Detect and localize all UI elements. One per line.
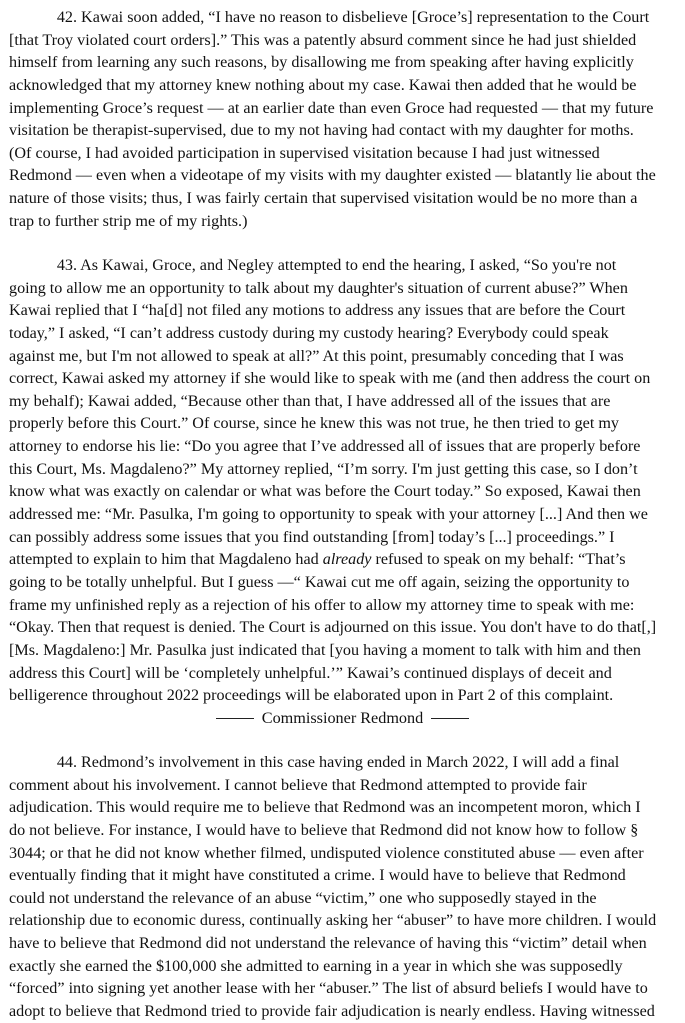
paragraph-44 [9,751,679,1023]
heading-rule-left [216,718,254,719]
text-line: 3044; or that he did not know whether filmed, undisputed violence constituted abuse — even after [9,843,644,862]
text-line: acknowledged that my attorney knew nothing about my case. Kawai then added that he would be [9,75,637,94]
text-line: addressed me: “Mr. Pasulka, I'm going to opportunity to speak with your attorney [...] And then we [9,505,648,524]
text-line: implementing Groce’s request — at an earlier date than even Groce had requested — that my future [9,98,654,117]
text-line: himself from learning any such reasons, by disallowing me from speaking after having explicitly [9,53,634,72]
text-line: 43. As Kawai, Groce, and Negley attempted to end the hearing, I asked, “So you're not [56,256,617,274]
text-line: can possibly address some issues that you find outstanding [from] today’s [...] proceedings.” I [9,527,615,546]
text-line: correct, Kawai asked my attorney if she would like to speak with me (and then address the court on [9,369,651,388]
text-line: against me, but I'm not allowed to speak at all?” At this point, presumably conceding that I was [9,346,624,365]
text-line: visitation be therapist-supervised, due to my not having had contact with my daughter for moths. [9,121,634,140]
text-line: adopt to believe that Redmond tried to provide fair adjudication is nearly endless. Having witnessed [9,1002,655,1021]
text-line: my behalf); Kawai added, “Because other than that, I have addressed all of the issues that are [9,391,611,410]
text-line: exactly she earned the $100,000 she admitted to earning in a year in which she was supposedly [9,956,623,975]
text-line [9,548,677,571]
text-segment: refused to speak on my behalf: “That’s [371,550,626,569]
text-line: relationship due to economic duress, continually asking her “abuser” to have more children. I would [9,911,657,930]
text-line: 42. Kawai soon added, “I have no reason to disbelieve [Groce’s] representation to the Court [56,8,650,26]
text-line: going to allow me an opportunity to talk about my daughter's situation of current abuse?” When [9,278,628,297]
paragraph-43 [9,254,679,707]
text-line: eventually finding that it might have constituted a crime. I would have to believe that Redmond [9,866,626,885]
text-line: trap to further strip me of my rights.) [9,211,248,230]
text-line: 44. Redmond’s involvement in this case having ended in March 2022, I will add a final [56,753,620,771]
text-line: could not understand the relevance of an abuse “victim,” one who supposedly stayed in the [9,888,597,907]
text-line: [that Troy violated court orders].” This was a patently absurd comment since he had just shielded [9,30,637,49]
text-line: nature of those visits; thus, I was fairly certain that supervised visitation would be no more than a [9,189,638,208]
text-line: have to believe that Redmond did not understand the relevance of having this “victim” detail when [9,934,647,953]
paragraph-42 [9,6,679,232]
text-line: Redmond — even when a videotape of my visits with my daughter existed — blatantly lie about the [9,166,656,185]
text-line: (Of course, I had avoided participation in supervised visitation because I had just witnessed [9,143,600,162]
section-heading-text: Commissioner Redmond [261,709,424,727]
text-line: know what was exactly on calendar or what was before the Court today.” So exposed, Kawai then [9,482,641,501]
text-line: address this Court] will be ‘completely unhelpful.’” Kawai’s continued displays of deceit and [9,663,612,682]
text-line: adjudication. This would require me to believe that Redmond was an incompetent moron, which I [9,798,641,817]
section-heading [0,706,685,730]
text-line: properly before this Court.” Of course, since he knew this was not true, he then tried to get my [9,414,619,433]
text-line: frame my unfinished reply as a rejection of his offer to allow my attorney time to speak with me: [9,595,635,614]
text-line: “forced” into signing yet another lease with her “abuser.” The list of absurd beliefs I would have to [9,979,648,998]
text-line: attorney to endorse his lie: “Do you agree that I’ve addressed all of issues that are properly before [9,437,641,456]
text-line: do not believe. For instance, I would have to believe that Redmond did not know how to follow § [9,820,639,839]
emphasized-word: already [322,550,372,569]
text-line: belligerence throughout 2022 proceedings will be elaborated upon in Part 2 of this complaint. [9,686,614,705]
text-line: this Court, Ms. Magdaleno?” My attorney replied, “I’m sorry. I'm just getting this case, so I don’t [9,459,638,478]
heading-rule-right [431,718,469,719]
text-line: going to be totally unhelpful. But I guess —“ Kawai cut me off again, seizing the opportunity to [9,572,630,591]
text-line: Kawai replied that I “ha[d] not filed any motions to address any issues that are before the Court [9,301,626,320]
text-segment: attempted to explain to him that Magdaleno had [9,550,323,569]
text-line: “Okay. Then that request is denied. The Court is adjourned on this issue. You don't have to do that[,] [9,618,657,637]
text-line: [Ms. Magdaleno:] Mr. Pasulka just indicated that [you having a moment to talk with him and then [9,640,642,659]
text-line: comment about his involvement. I cannot believe that Redmond attempted to provide fair [9,775,587,794]
text-line: today,” I asked, “I can’t address custody during my custody hearing? Everybody could speak [9,323,609,342]
